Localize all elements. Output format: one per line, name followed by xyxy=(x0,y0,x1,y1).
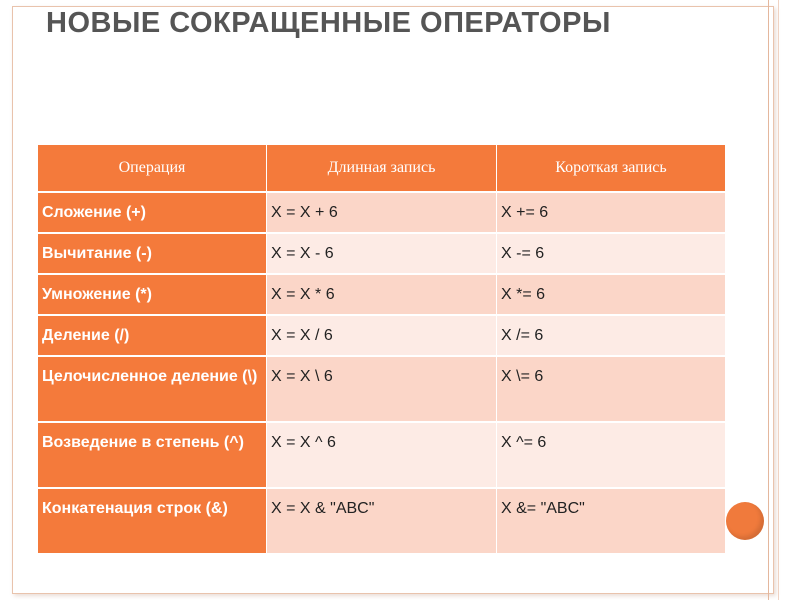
decorative-line xyxy=(768,0,769,600)
table-row xyxy=(38,275,726,316)
long-form-cell: X = X * 6 xyxy=(267,275,497,316)
short-form-cell: X &= "ABC" xyxy=(497,489,726,555)
table-row xyxy=(38,357,726,423)
column-header-short-form: Короткая запись xyxy=(497,145,726,193)
operation-cell: Вычитание (-) xyxy=(38,234,267,275)
operation-cell: Сложение (+) xyxy=(38,193,267,234)
operation-cell: Умножение (*) xyxy=(38,275,267,316)
column-header-operation: Операция xyxy=(38,145,267,193)
long-form-cell: X = X \ 6 xyxy=(267,357,497,423)
operation-cell: Конкатенация строк (&) xyxy=(38,489,267,555)
short-form-cell: X += 6 xyxy=(497,193,726,234)
table-row xyxy=(38,423,726,489)
short-form-cell: X \= 6 xyxy=(497,357,726,423)
short-form-cell: X -= 6 xyxy=(497,234,726,275)
table-row xyxy=(38,489,726,555)
slide-title: НОВЫЕ СОКРАЩЕННЫЕ ОПЕРАТОРЫ xyxy=(46,7,611,39)
operation-cell: Целочисленное деление (\) xyxy=(38,357,267,423)
table-header-row xyxy=(38,145,726,193)
table-row xyxy=(38,316,726,357)
decorative-line xyxy=(778,0,779,600)
operation-cell: Возведение в степень (^) xyxy=(38,423,267,489)
short-form-cell: X *= 6 xyxy=(497,275,726,316)
long-form-cell: X = X ^ 6 xyxy=(267,423,497,489)
column-header-long-form: Длинная запись xyxy=(267,145,497,193)
long-form-cell: X = X - 6 xyxy=(267,234,497,275)
short-form-cell: X ^= 6 xyxy=(497,423,726,489)
long-form-cell: X = X & "ABC" xyxy=(267,489,497,555)
operation-cell: Деление (/) xyxy=(38,316,267,357)
long-form-cell: X = X / 6 xyxy=(267,316,497,357)
operators-table xyxy=(38,145,726,555)
short-form-cell: X /= 6 xyxy=(497,316,726,357)
table-row xyxy=(38,234,726,275)
long-form-cell: X = X + 6 xyxy=(267,193,497,234)
table-row xyxy=(38,193,726,234)
decorative-circle xyxy=(726,502,764,540)
